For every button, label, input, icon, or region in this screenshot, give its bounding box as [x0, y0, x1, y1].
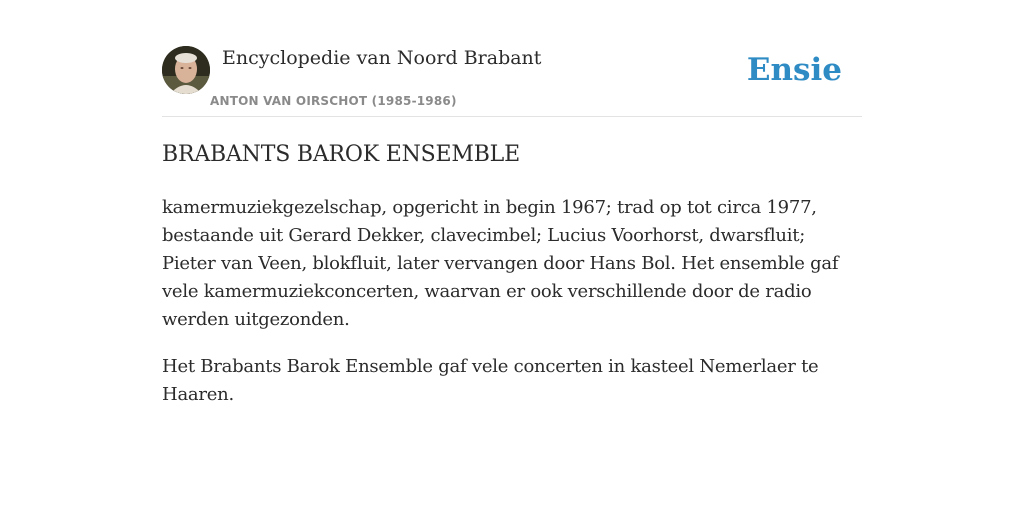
article-paragraph: kamermuziekgezelschap, opgericht in begin 1967; trad op tot circa 1977, bestaande uit Gerard Dekker, clavecimbel; Lucius Voorhorst, dwarsfluit; Pieter van Veen, blokfluit, later vervangen door Hans Bol. Het ensemble gaf vele kamermuziekconcerten, waarvan er ook verschillende door de radio werden uitgezonden. [162, 197, 839, 330]
article-title: BRABANTS BAROK ENSEMBLE [162, 142, 520, 167]
article-paragraph: Het Brabants Barok Ensemble gaf vele concerten in kasteel Nemerlaer te Haaren. [162, 356, 819, 405]
brand-logo[interactable]: Ensie [746, 52, 842, 88]
author-portrait-icon [162, 46, 210, 94]
book-title[interactable]: Encyclopedie van Noord Brabant [222, 47, 542, 69]
header [162, 46, 862, 117]
author-name[interactable]: ANTON VAN OIRSCHOT (1985-1986) [210, 94, 457, 108]
author-avatar[interactable] [162, 46, 210, 94]
article [162, 140, 862, 409]
